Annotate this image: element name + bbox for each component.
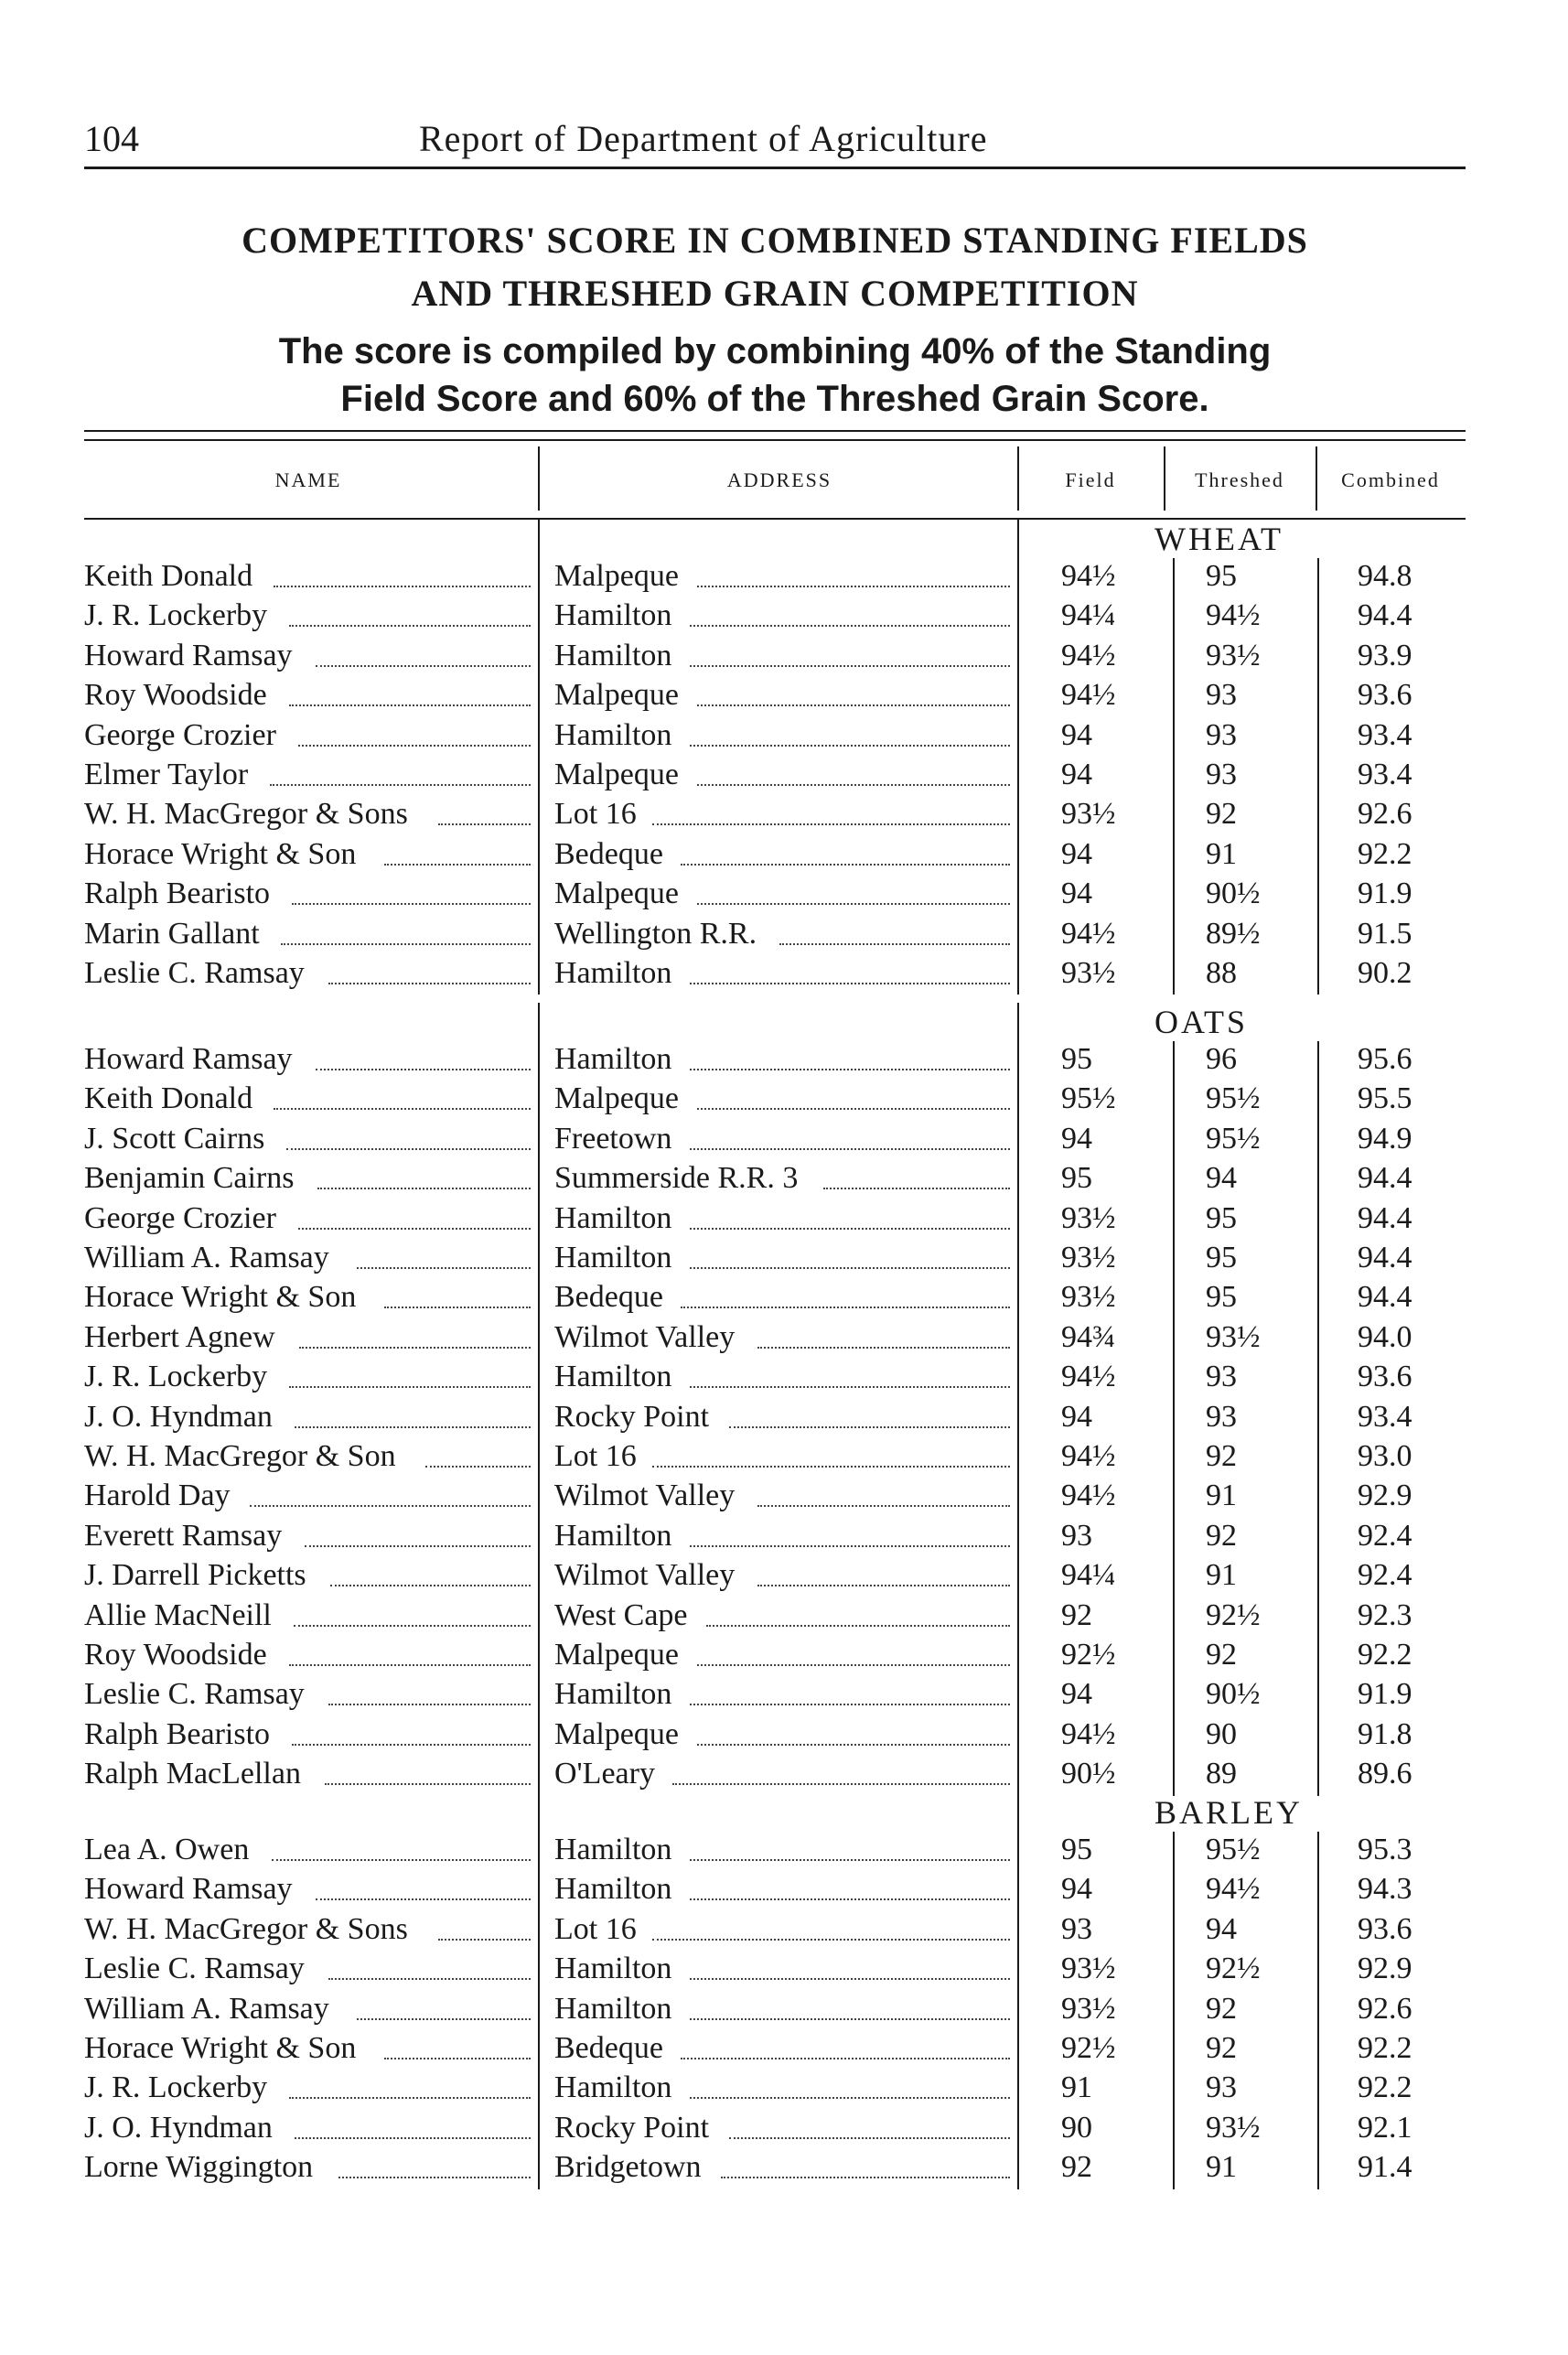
name-leader-dots (289, 704, 531, 706)
combined-score: 92.4 (1358, 1558, 1412, 1593)
competitor-address: Lot 16 (554, 797, 637, 832)
column-divider-field (1173, 1041, 1175, 1796)
competitor-address: Hamilton (554, 1872, 672, 1907)
competitor-name: Ralph Bearisto (84, 876, 271, 911)
threshed-score: 92 (1206, 1991, 1237, 2026)
competitor-name: Herbert Agnew (84, 1319, 275, 1354)
address-leader-dots (721, 2177, 1010, 2178)
address-leader-dots (690, 1545, 1010, 1547)
field-score: 95½ (1061, 1081, 1116, 1116)
competitor-name: Howard Ramsay (84, 1042, 293, 1076)
address-leader-dots (697, 784, 1010, 786)
competitor-address: Malpeque (554, 559, 679, 593)
address-leader-dots (697, 903, 1010, 905)
title-line-2: AND THRESHED GRAIN COMPETITION (411, 273, 1139, 314)
combined-score: 92.9 (1358, 1479, 1412, 1513)
name-leader-dots (425, 1466, 531, 1468)
competitor-address: Bedeque (554, 2031, 663, 2065)
competitor-address: Hamilton (554, 1042, 672, 1076)
address-leader-dots (690, 1978, 1010, 1980)
competitor-name: Ralph Bearisto (84, 1716, 271, 1751)
combined-score: 94.3 (1358, 1872, 1412, 1907)
name-leader-dots (292, 903, 531, 905)
competitor-address: Bedeque (554, 1280, 663, 1315)
address-leader-dots (697, 704, 1010, 706)
competitor-name: Keith Donald (84, 559, 253, 593)
competitor-address: Wilmot Valley (554, 1479, 736, 1513)
address-leader-dots (681, 864, 1010, 866)
threshed-score: 90½ (1206, 1677, 1261, 1712)
competitor-address: Malpeque (554, 876, 679, 911)
name-leader-dots (328, 983, 531, 984)
competitor-name: Ralph MacLellan (84, 1757, 301, 1791)
column-header-combined: Combined (1341, 468, 1440, 491)
competitor-name: W. H. MacGregor & Sons (84, 1911, 408, 1946)
competitor-address: Lot 16 (554, 1911, 637, 1946)
combined-score: 93.0 (1358, 1439, 1412, 1473)
competitor-address: Rocky Point (554, 2110, 710, 2145)
combined-score: 89.6 (1358, 1757, 1412, 1791)
threshed-score: 89½ (1206, 916, 1261, 951)
combined-score: 93.4 (1358, 717, 1412, 752)
threshed-score: 93½ (1206, 638, 1261, 672)
combined-score: 92.9 (1358, 1952, 1412, 1986)
field-score: 93½ (1061, 1241, 1116, 1274)
field-score: 90½ (1061, 1757, 1116, 1791)
competitor-address: O'Leary (554, 1757, 655, 1791)
name-leader-dots (270, 784, 531, 786)
competitor-address: Wilmot Valley (554, 1319, 736, 1354)
address-leader-dots (757, 1585, 1010, 1586)
name-leader-dots (289, 2097, 531, 2099)
threshed-score: 93 (1206, 1399, 1237, 1434)
name-leader-dots (250, 1505, 531, 1507)
address-leader-dots (690, 665, 1010, 667)
address-leader-dots (690, 1267, 1010, 1269)
field-score: 95 (1061, 1161, 1092, 1196)
competitor-name: Howard Ramsay (84, 638, 293, 672)
combined-score: 95.5 (1358, 1081, 1412, 1116)
column-header-address: ADDRESS (726, 468, 832, 491)
competitor-address: Hamilton (554, 1991, 672, 2026)
field-score: 90 (1061, 2110, 1092, 2145)
name-leader-dots (294, 1625, 531, 1627)
name-leader-dots (317, 1188, 531, 1189)
competitor-name: Benjamin Cairns (84, 1161, 295, 1196)
field-score: 94½ (1061, 1716, 1116, 1751)
threshed-score: 93 (1206, 758, 1237, 791)
field-score: 93 (1061, 1518, 1092, 1553)
subtitle-line-2: Field Score and 60% of the Threshed Grain Score. (340, 379, 1209, 419)
address-leader-dots (690, 625, 1010, 627)
address-leader-dots (690, 1704, 1010, 1705)
name-leader-dots (384, 2058, 531, 2059)
address-leader-dots (690, 1898, 1010, 1900)
running-head: Report of Department of Agriculture (419, 118, 988, 159)
competitor-name: Allie MacNeill (84, 1597, 272, 1632)
threshed-score: 91 (1206, 836, 1237, 871)
competitor-address: Hamilton (554, 1241, 672, 1274)
threshed-score: 93½ (1206, 1319, 1261, 1354)
column-divider-threshed (1317, 1832, 1319, 2189)
threshed-score: 92 (1206, 797, 1237, 832)
field-score: 93 (1061, 1911, 1092, 1946)
column-header-threshed: Threshed (1195, 468, 1284, 491)
threshed-score: 91 (1206, 1479, 1237, 1513)
competitor-address: Malpeque (554, 1716, 679, 1751)
competitor-address: Summerside R.R. 3 (554, 1161, 799, 1196)
address-leader-dots (652, 1939, 1010, 1941)
name-leader-dots (384, 864, 531, 866)
combined-score: 92.2 (1358, 836, 1412, 871)
threshed-score: 92 (1206, 1439, 1237, 1473)
column-divider-name (538, 520, 540, 995)
threshed-score: 95½ (1206, 1121, 1261, 1156)
field-score: 94 (1061, 717, 1092, 752)
address-leader-dots (697, 586, 1010, 587)
competitor-address: Hamilton (554, 1200, 672, 1235)
combined-score: 93.6 (1358, 1360, 1412, 1394)
combined-score: 94.4 (1358, 1241, 1412, 1274)
competitor-address: Lot 16 (554, 1439, 637, 1473)
threshed-score: 92 (1206, 1638, 1237, 1672)
competitor-address: Malpeque (554, 1081, 679, 1116)
address-leader-dots (690, 1069, 1010, 1070)
combined-score: 93.4 (1358, 758, 1412, 791)
combined-score: 93.9 (1358, 638, 1412, 672)
competitor-name: Roy Woodside (84, 678, 267, 713)
competitor-name: Lea A. Owen (84, 1833, 250, 1866)
address-leader-dots (652, 1466, 1010, 1468)
competitor-name: Elmer Taylor (84, 758, 249, 791)
name-leader-dots (325, 1783, 531, 1785)
column-header-name: NAME (274, 468, 342, 491)
competitor-address: Hamilton (554, 1360, 672, 1394)
address-leader-dots (697, 1664, 1010, 1666)
threshed-score: 93½ (1206, 2110, 1261, 2145)
field-score: 94½ (1061, 678, 1116, 713)
field-score: 94½ (1061, 1360, 1116, 1394)
field-score: 94 (1061, 1399, 1092, 1434)
threshed-score: 93 (1206, 1360, 1237, 1394)
field-score: 95 (1061, 1833, 1092, 1866)
threshed-score: 95½ (1206, 1081, 1261, 1116)
combined-score: 91.9 (1358, 1677, 1412, 1712)
name-leader-dots (274, 1108, 531, 1110)
competitor-address: Wilmot Valley (554, 1558, 736, 1593)
combined-score: 93.6 (1358, 1911, 1412, 1946)
address-leader-dots (681, 1307, 1010, 1308)
name-leader-dots (299, 1347, 531, 1349)
competitor-address: Hamilton (554, 1833, 672, 1866)
competitor-address: Hamilton (554, 1952, 672, 1986)
competitor-address: Hamilton (554, 598, 672, 633)
competitor-name: Everett Ramsay (84, 1518, 283, 1553)
address-leader-dots (729, 2137, 1010, 2139)
competitor-name: Howard Ramsay (84, 1872, 293, 1907)
competitor-address: West Cape (554, 1597, 688, 1632)
competitor-address: Hamilton (554, 717, 672, 752)
field-score: 94¾ (1061, 1319, 1116, 1354)
address-leader-dots (690, 1148, 1010, 1150)
threshed-score: 91 (1206, 2150, 1237, 2185)
competitor-address: Malpeque (554, 1638, 679, 1672)
competitor-name: J. Darrell Picketts (84, 1558, 306, 1593)
name-leader-dots (292, 1744, 531, 1746)
field-score: 93½ (1061, 1280, 1116, 1315)
competitor-address: Malpeque (554, 678, 679, 713)
threshed-score: 94½ (1206, 1872, 1261, 1907)
name-leader-dots (328, 1978, 531, 1980)
combined-score: 94.0 (1358, 1319, 1412, 1354)
column-divider-name (538, 1793, 540, 2189)
combined-score: 91.4 (1358, 2150, 1412, 2185)
name-leader-dots (357, 2018, 531, 2020)
threshed-score: 90 (1206, 1716, 1237, 1751)
address-leader-dots (690, 1859, 1010, 1861)
name-leader-dots (438, 823, 531, 825)
address-leader-dots (697, 1744, 1010, 1746)
competitor-name: J. R. Lockerby (84, 1360, 268, 1394)
name-leader-dots (295, 1426, 531, 1428)
combined-score: 94.4 (1358, 1280, 1412, 1315)
competitor-address: Hamilton (554, 2070, 672, 2105)
competitor-name: Harold Day (84, 1479, 231, 1513)
field-score: 92½ (1061, 2031, 1116, 2065)
name-leader-dots (338, 2177, 531, 2178)
combined-score: 92.1 (1358, 2110, 1412, 2145)
threshed-score: 95 (1206, 1280, 1237, 1315)
field-score: 91 (1061, 2070, 1092, 2105)
name-leader-dots (357, 1267, 531, 1269)
competitor-name: Lorne Wiggington (84, 2150, 314, 2185)
address-leader-dots (697, 1108, 1010, 1110)
column-divider-threshed (1317, 1041, 1319, 1796)
address-leader-dots (652, 823, 1010, 825)
field-score: 92 (1061, 2150, 1092, 2185)
combined-score: 93.4 (1358, 1399, 1412, 1434)
name-leader-dots (328, 1704, 531, 1705)
field-score: 94¼ (1061, 1558, 1116, 1593)
address-leader-dots (823, 1188, 1010, 1189)
competitor-name: William A. Ramsay (84, 1241, 329, 1274)
competitor-name: George Crozier (84, 1200, 276, 1235)
competitor-name: Marin Gallant (84, 916, 260, 951)
threshed-score: 90½ (1206, 876, 1261, 911)
competitor-address: Bedeque (554, 836, 663, 871)
combined-score: 91.9 (1358, 876, 1412, 911)
field-score: 95 (1061, 1042, 1092, 1076)
combined-score: 91.8 (1358, 1716, 1412, 1751)
address-leader-dots (779, 943, 1010, 945)
combined-score: 92.2 (1358, 2070, 1412, 2105)
combined-score: 92.2 (1358, 2031, 1412, 2065)
combined-score: 94.9 (1358, 1121, 1412, 1156)
threshed-score: 91 (1206, 1558, 1237, 1593)
name-leader-dots (281, 943, 531, 945)
combined-score: 93.6 (1358, 678, 1412, 713)
threshed-score: 95½ (1206, 1833, 1261, 1866)
address-leader-dots (757, 1505, 1010, 1507)
combined-score: 90.2 (1358, 956, 1412, 990)
combined-score: 92.3 (1358, 1597, 1412, 1632)
competitor-name: J. R. Lockerby (84, 598, 268, 633)
name-leader-dots (316, 1069, 531, 1070)
field-score: 94½ (1061, 916, 1116, 951)
field-score: 93½ (1061, 797, 1116, 832)
field-score: 94 (1061, 1121, 1092, 1156)
combined-score: 95.3 (1358, 1833, 1412, 1866)
competitor-name: Leslie C. Ramsay (84, 1677, 305, 1712)
name-leader-dots (289, 1386, 531, 1388)
competitor-name: J. R. Lockerby (84, 2070, 268, 2105)
name-leader-dots (286, 1148, 531, 1150)
field-score: 94 (1061, 758, 1092, 791)
column-divider-field (1173, 1832, 1175, 2189)
combined-score: 94.8 (1358, 559, 1412, 593)
address-leader-dots (690, 2097, 1010, 2099)
competitor-address: Wellington R.R. (554, 916, 757, 951)
field-score: 94½ (1061, 1439, 1116, 1473)
combined-score: 92.2 (1358, 1638, 1412, 1672)
threshed-score: 95 (1206, 559, 1237, 593)
page-number: 104 (84, 118, 139, 159)
combined-score: 94.4 (1358, 1161, 1412, 1196)
name-leader-dots (330, 1585, 531, 1586)
address-leader-dots (681, 2058, 1010, 2059)
threshed-score: 94½ (1206, 598, 1261, 633)
competitor-address: Hamilton (554, 956, 672, 990)
field-score: 94 (1061, 876, 1092, 911)
threshed-score: 95 (1206, 1200, 1237, 1235)
threshed-score: 92 (1206, 1518, 1237, 1553)
subtitle-line-1: The score is compiled by combining 40% of the Standing (278, 331, 1272, 371)
column-divider-address (1017, 1793, 1019, 2189)
section-label-barley: BARLEY (1155, 1794, 1303, 1831)
name-leader-dots (438, 1939, 531, 1941)
name-leader-dots (298, 745, 531, 747)
competitor-address: Hamilton (554, 1518, 672, 1553)
competitor-name: Horace Wright & Son (84, 1280, 357, 1315)
address-leader-dots (690, 1228, 1010, 1230)
competitor-name: W. H. MacGregor & Son (84, 1439, 396, 1473)
field-score: 94½ (1061, 559, 1116, 593)
competitor-name: Roy Woodside (84, 1638, 267, 1672)
field-score: 94½ (1061, 1479, 1116, 1513)
combined-score: 92.6 (1358, 797, 1412, 832)
name-leader-dots (384, 1307, 531, 1308)
threshed-score: 94 (1206, 1911, 1237, 1946)
competitor-name: Keith Donald (84, 1081, 253, 1116)
name-leader-dots (289, 625, 531, 627)
threshed-score: 92 (1206, 2031, 1237, 2065)
field-score: 93½ (1061, 1991, 1116, 2026)
address-leader-dots (690, 1386, 1010, 1388)
address-leader-dots (690, 745, 1010, 747)
competitor-name: W. H. MacGregor & Sons (84, 797, 408, 832)
name-leader-dots (274, 586, 531, 587)
competitor-name: Horace Wright & Son (84, 2031, 357, 2065)
combined-score: 92.4 (1358, 1518, 1412, 1553)
section-label-wheat: WHEAT (1155, 521, 1283, 557)
name-leader-dots (295, 2137, 531, 2139)
column-divider-name (538, 1003, 540, 1796)
competitor-name: J. O. Hyndman (84, 1399, 273, 1434)
competitor-name: Horace Wright & Son (84, 836, 357, 871)
address-leader-dots (706, 1625, 1010, 1627)
column-divider-threshed (1317, 558, 1319, 995)
column-divider-address (1017, 520, 1019, 995)
combined-score: 92.6 (1358, 1991, 1412, 2026)
combined-score: 95.6 (1358, 1042, 1412, 1076)
competitor-address: Bridgetown (554, 2150, 702, 2185)
threshed-score: 96 (1206, 1042, 1237, 1076)
name-leader-dots (316, 1898, 531, 1900)
field-score: 93½ (1061, 1952, 1116, 1986)
threshed-score: 93 (1206, 717, 1237, 752)
field-score: 92½ (1061, 1638, 1116, 1672)
address-leader-dots (757, 1347, 1010, 1349)
name-leader-dots (298, 1228, 531, 1230)
field-score: 93½ (1061, 956, 1116, 990)
threshed-score: 94 (1206, 1161, 1237, 1196)
field-score: 94½ (1061, 638, 1116, 672)
title-line-1: COMPETITORS' SCORE IN COMBINED STANDING FIELDS (242, 220, 1308, 261)
competitor-address: Malpeque (554, 758, 679, 791)
threshed-score: 88 (1206, 956, 1237, 990)
threshed-score: 93 (1206, 2070, 1237, 2105)
competitor-name: J. O. Hyndman (84, 2110, 273, 2145)
field-score: 94 (1061, 1872, 1092, 1907)
name-leader-dots (272, 1859, 531, 1861)
field-score: 94 (1061, 1677, 1092, 1712)
section-label-oats: OATS (1155, 1004, 1249, 1040)
combined-score: 94.4 (1358, 598, 1412, 633)
field-score: 93½ (1061, 1200, 1116, 1235)
column-divider-field (1173, 558, 1175, 995)
threshed-score: 92½ (1206, 1952, 1261, 1986)
field-score: 94 (1061, 836, 1092, 871)
name-leader-dots (289, 1664, 531, 1666)
field-score: 94¼ (1061, 598, 1116, 633)
competitor-address: Freetown (554, 1121, 672, 1156)
address-leader-dots (672, 1783, 1010, 1785)
combined-score: 94.4 (1358, 1200, 1412, 1235)
competitor-name: Leslie C. Ramsay (84, 1952, 305, 1986)
competitor-address: Hamilton (554, 638, 672, 672)
name-leader-dots (305, 1545, 531, 1547)
threshed-score: 89 (1206, 1757, 1237, 1791)
combined-score: 91.5 (1358, 916, 1412, 951)
competitor-name: William A. Ramsay (84, 1991, 329, 2026)
column-header-field: Field (1065, 468, 1116, 491)
threshed-score: 95 (1206, 1241, 1237, 1274)
address-leader-dots (690, 983, 1010, 984)
competitor-name: Leslie C. Ramsay (84, 956, 305, 990)
field-score: 92 (1061, 1597, 1092, 1632)
threshed-score: 93 (1206, 678, 1237, 713)
threshed-score: 92½ (1206, 1597, 1261, 1632)
name-leader-dots (316, 665, 531, 667)
competitor-name: George Crozier (84, 717, 276, 752)
competitor-address: Rocky Point (554, 1399, 710, 1434)
address-leader-dots (729, 1426, 1010, 1428)
competitor-name: J. Scott Cairns (84, 1121, 265, 1156)
column-divider-address (1017, 1003, 1019, 1796)
competitor-address: Hamilton (554, 1677, 672, 1712)
address-leader-dots (690, 2018, 1010, 2020)
